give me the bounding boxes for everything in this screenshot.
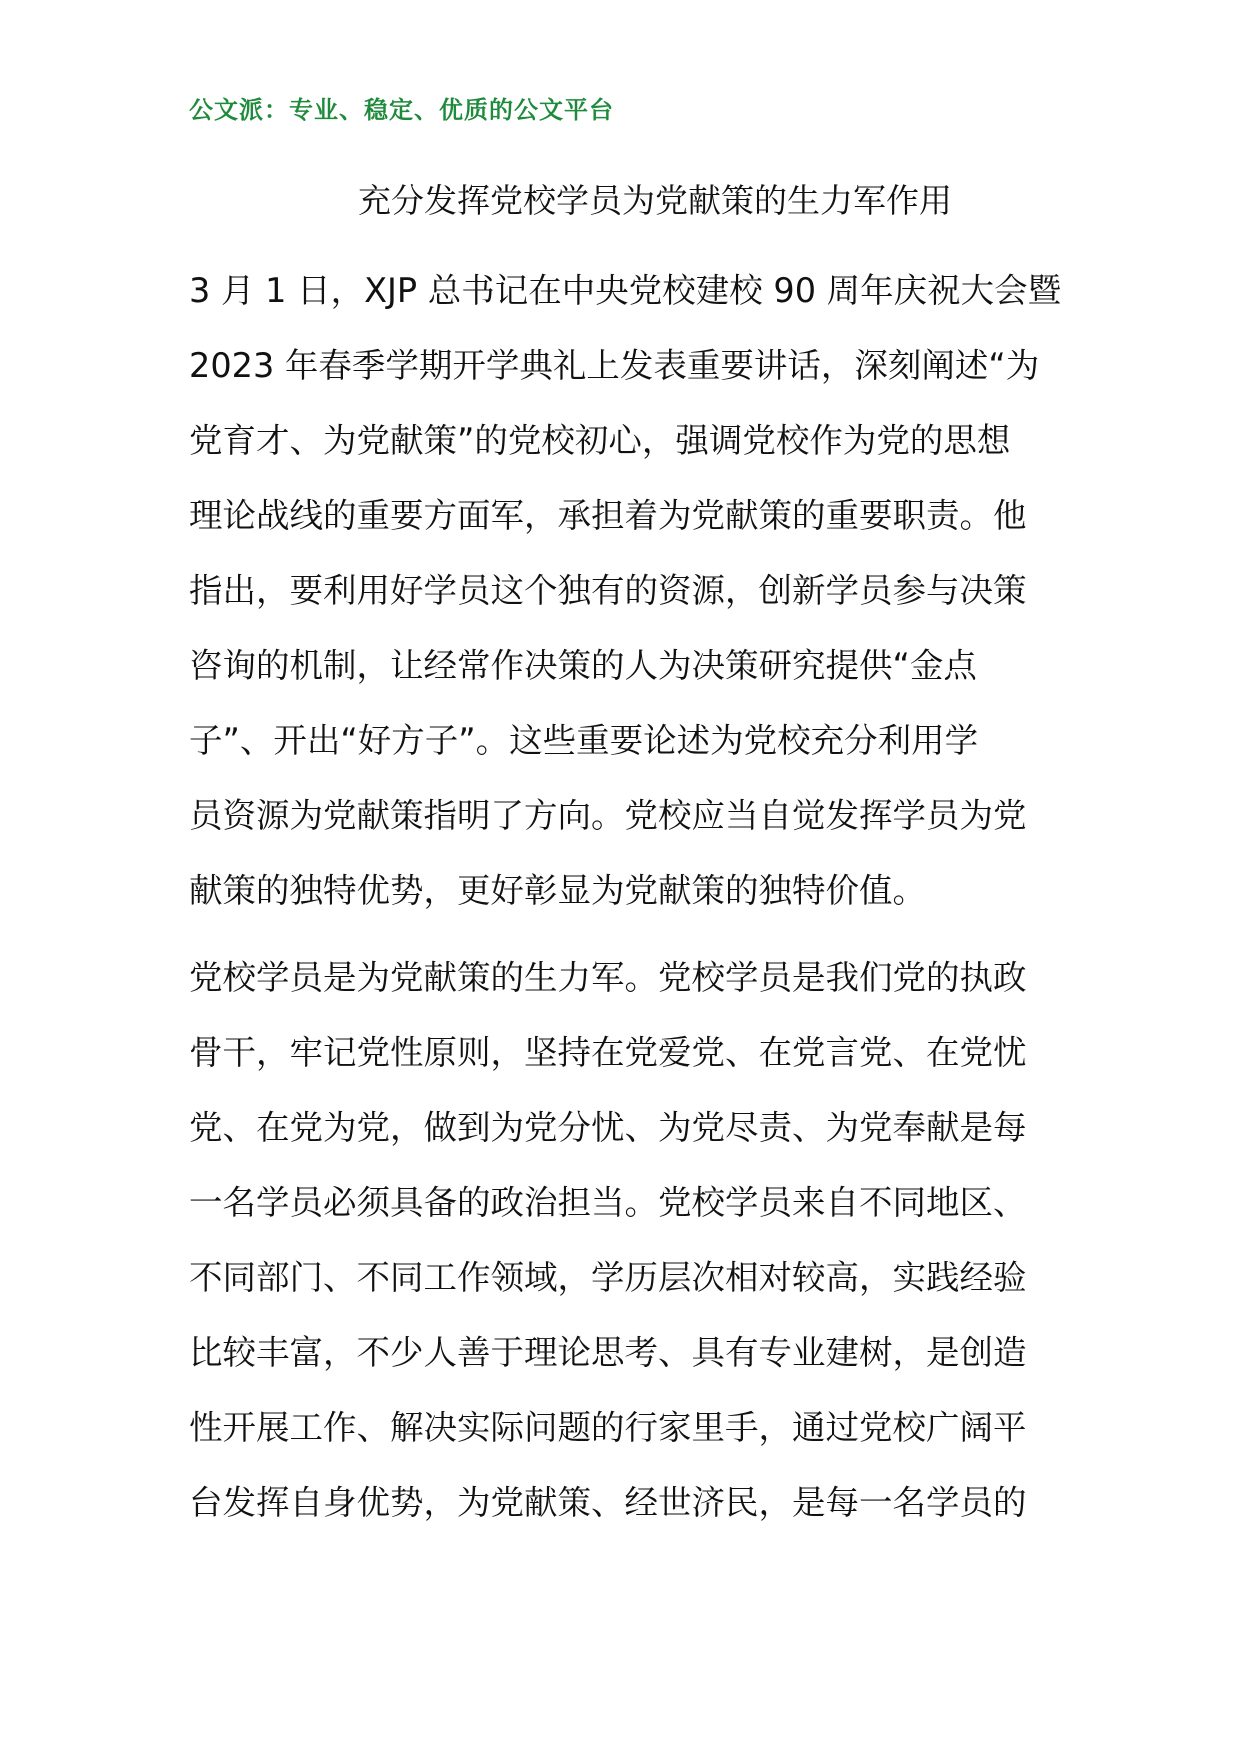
header-tagline: 公文派：专业、稳定、优质的公文平台	[189, 96, 614, 124]
paragraph-line: 性开展工作、解决实际问题的行家里手，通过党校广阔平	[189, 1408, 1027, 1447]
paragraph-line: 党校学员是为党献策的生力军。党校学员是我们党的执政	[189, 958, 1027, 997]
paragraph-line: 子”、开出“好方子”。这些重要论述为党校充分利用学	[189, 721, 979, 760]
paragraph-line: 比较丰富，不少人善于理论思考、具有专业建树，是创造	[189, 1333, 1027, 1372]
paragraph-line: 献策的独特优势，更好彰显为党献策的独特价值。	[189, 871, 926, 910]
paragraph-line: 指出，要利用好学员这个独有的资源，创新学员参与决策	[189, 571, 1027, 610]
paragraph-line: 一名学员必须具备的政治担当。党校学员来自不同地区、	[189, 1183, 1027, 1222]
paragraph-line: 2023 年春季学期开学典礼上发表重要讲话，深刻阐述“为	[189, 346, 1040, 385]
body-paragraph-1	[189, 253, 1069, 928]
paragraph-line: 骨干，牢记党性原则，坚持在党爱党、在党言党、在党忧	[189, 1033, 1027, 1072]
paragraph-line: 员资源为党献策指明了方向。党校应当自觉发挥学员为党	[189, 796, 1027, 835]
paragraph-line: 3 月 1 日，XJP 总书记在中央党校建校 90 周年庆祝大会暨	[189, 271, 1062, 310]
body-paragraph-2	[189, 940, 1069, 1540]
document-title: 充分发挥党校学员为党献策的生力军作用	[358, 181, 952, 220]
paragraph-line: 党、在党为党，做到为党分忧、为党尽责、为党奉献是每	[189, 1108, 1027, 1147]
paragraph-line: 理论战线的重要方面军，承担着为党献策的重要职责。他	[189, 496, 1027, 535]
paragraph-line: 不同部门、不同工作领域，学历层次相对较高，实践经验	[189, 1258, 1027, 1297]
paragraph-line: 党育才、为党献策”的党校初心，强调党校作为党的思想	[189, 421, 1011, 460]
paragraph-line: 咨询的机制，让经常作决策的人为决策研究提供“金点	[189, 646, 977, 685]
paragraph-line: 台发挥自身优势，为党献策、经世济民，是每一名学员的	[189, 1483, 1027, 1522]
